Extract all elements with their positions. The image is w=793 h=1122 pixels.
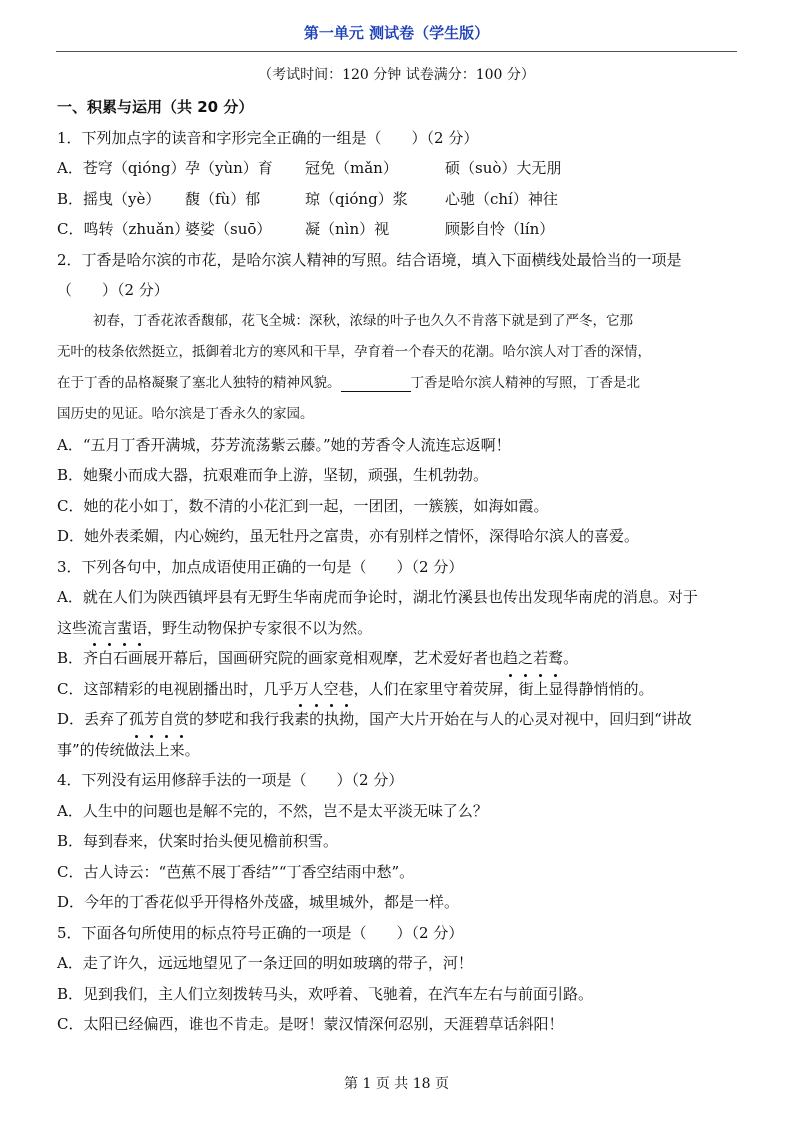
question-5-stem: 5．下面各句所使用的标点符号正确的一项是（ ）（2 分） xyxy=(57,923,464,942)
dotted-char: 趋 xyxy=(503,643,518,674)
dotted-char: 言 xyxy=(102,613,117,644)
question-2-passage-line-3: 在于丁香的品格凝聚了塞北人独特的精神风貌。 丁香是哈尔滨人精神的写照，丁香是北 xyxy=(57,374,640,391)
question-2-option-c: C．她的花小如丁，数不清的小花汇到一起，一团团，一簇簇，如海如霞。 xyxy=(57,496,549,515)
question-5-option-a: A．走了许久，远远地望见了一条迂回的明如玻璃的带子，河！ xyxy=(57,954,473,972)
header-divider xyxy=(56,51,737,52)
dotted-char: 若 xyxy=(533,643,548,674)
page-header-title: 第一单元 测试卷（学生版） xyxy=(303,24,490,42)
question-2-passage-line-1: 初春，丁香花浓香馥郁，花飞全城：深秋，浓绿的叶子也久久不肯落下就是到了严冬，它那 xyxy=(93,312,633,329)
question-1-option-a: A．苍穹（qióng）孕（yùn）育 冠免（mǎn） 硕（suò）大无朋 xyxy=(57,159,562,177)
dotted-char: 流 xyxy=(87,613,102,644)
dotted-char: 鹜 xyxy=(548,643,563,674)
question-4-option-d: D．今年的丁香花似乎开得格外茂盛，城里城外，都是一样。 xyxy=(57,893,460,911)
question-4-option-c: C．古人诗云：“芭蕉不展丁香结”“丁香空结雨中愁”。 xyxy=(57,862,415,881)
question-3-option-d-cont: 事”的传统做法上来。 xyxy=(57,740,200,759)
dotted-char: 语 xyxy=(132,613,147,644)
question-3-option-a-cont: 这些流言蜚语，野生动物保护专家很不以为然。 xyxy=(57,613,747,644)
question-2-option-b: B．她聚小而成大器，抗艰难而争上游，坚韧，顽强，生机勃勃。 xyxy=(57,466,489,484)
question-3-option-a: A．就在人们为陕西镇坪县有无野生华南虎而争论时，湖北竹溪县也传出发现华南虎的消息。对于 xyxy=(57,588,698,606)
dotted-char: 万 xyxy=(293,674,308,705)
dotted-char: 蜚 xyxy=(117,613,132,644)
section-heading: 一、积累与运用（共 20 分） xyxy=(57,98,254,116)
dotted-char: 人 xyxy=(309,674,324,705)
exam-info: （考试时间：120 分钟 试卷满分：100 分） xyxy=(258,67,535,83)
question-2-passage-line-4: 国历史的见证。哈尔滨是丁香永久的家园。 xyxy=(57,405,314,422)
question-2-passage-line-2: 无叶的枝条依然挺立，抵御着北方的寒风和干旱，孕育着一个春天的花潮。哈尔滨人对丁香的深情， xyxy=(57,343,651,360)
question-4-option-a: A．人生中的问题也是解不完的，不然，岂不是太平淡无味了么？ xyxy=(57,801,488,820)
dotted-idiom xyxy=(503,649,563,667)
page-number: 第 1 页 共 18 页 xyxy=(344,1076,449,1092)
dotted-char: 之 xyxy=(518,643,533,674)
dotted-char: 巷 xyxy=(339,674,354,705)
question-3-option-d: D．丢弃了孤芳自赏的梦呓和我行我素的执拗，国产大片开始在与人的心灵对视中，回归到“讲故 xyxy=(57,704,747,735)
dotted-idiom xyxy=(293,680,353,698)
question-2-stem-cont: （ ）（2 分） xyxy=(57,281,169,299)
question-1-option-b: B．摇曳（yè） 馥（fù）郁 琼（qióng）浆 心驰（chí）神往 xyxy=(57,189,558,208)
dotted-char: 自 xyxy=(159,704,174,735)
question-2-stem: 2．丁香是哈尔滨的市花，是哈尔滨人精神的写照。结合语境，填入下面横线处最恰当的一项是 xyxy=(57,250,682,269)
question-1-stem: 1．下列加点字的读音和字形完全正确的一组是（ ）（2 分） xyxy=(57,128,479,147)
dotted-idiom xyxy=(87,619,147,637)
question-2-option-d: D．她外表柔媚，内心婉约，虽无牡丹之富贵，亦有别样之情怀，深得哈尔滨人的喜爱。 xyxy=(57,527,640,545)
question-4-stem: 4．下列没有运用修辞手法的一项是（ ）（2 分） xyxy=(57,771,404,789)
question-2-option-a: A．“五月丁香开满城，芬芳流荡紫云藤。”她的芳香令人流连忘返啊！ xyxy=(57,435,511,454)
question-1-option-c: C．鸣转（zhuǎn）婆娑（suō） 凝（nìn）视 顾影自怜（lín） xyxy=(57,220,555,238)
dotted-char: 芳 xyxy=(144,704,159,735)
question-5-option-b: B．见到我们，主人们立刻拨转马头，欢呼着、飞驰着，在汽车左右与前面引路。 xyxy=(57,984,594,1003)
question-4-option-b: B．每到春来，伏案时抬头便见檐前积雪。 xyxy=(57,832,339,850)
dotted-char: 孤 xyxy=(129,704,144,735)
question-3-option-b: B．齐白石画展开幕后，国画研究院的画家竟相观摩，艺术爱好者也趋之若鹜。 xyxy=(57,643,747,674)
dotted-idiom xyxy=(129,710,189,728)
question-3-stem: 3．下列各句中，加点成语使用正确的一句是（ ）（2 分） xyxy=(57,557,464,576)
question-3-option-c: C．这部精彩的电视剧播出时，几乎万人空巷，人们在家里守着荧屏，街上显得静悄悄的。 xyxy=(57,674,747,705)
dotted-char: 赏 xyxy=(174,704,189,735)
dotted-char: 空 xyxy=(324,674,339,705)
question-5-option-c: C．太阳已经偏西，谁也不肯走。是呀！蒙汉情深何忍别，天涯碧草话斜阳！ xyxy=(57,1015,564,1033)
fill-in-blank xyxy=(341,375,411,392)
exam-content xyxy=(57,92,747,1040)
